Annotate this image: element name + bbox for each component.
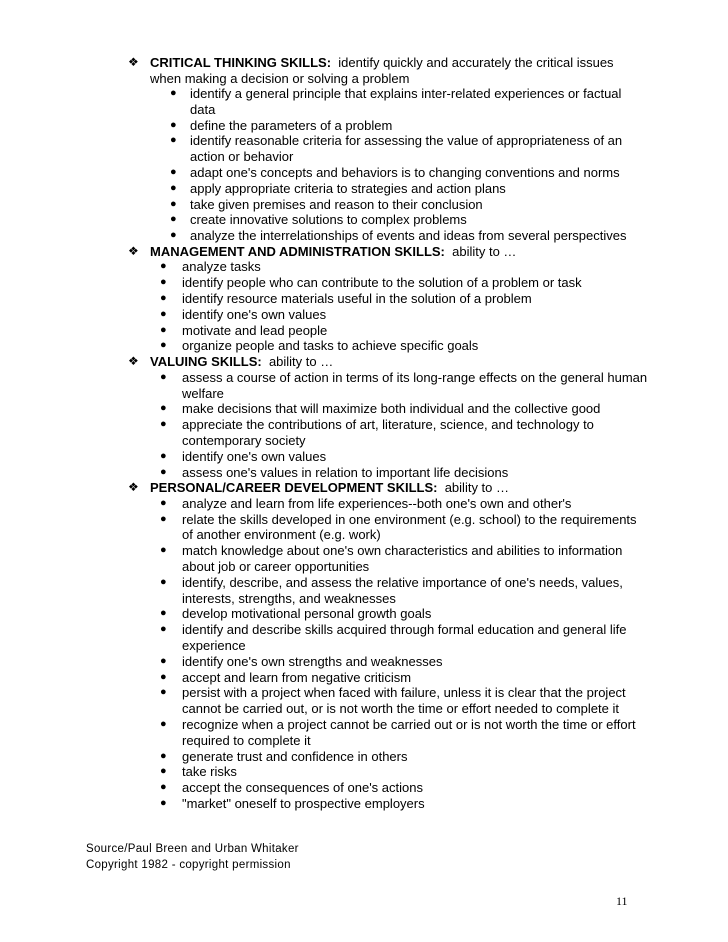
list-item	[150, 764, 648, 780]
list-item	[150, 543, 648, 575]
diamond-bullet-icon: ❖	[128, 55, 139, 69]
list-item-text: take risks	[182, 764, 237, 780]
section-description: ability to …	[444, 480, 510, 496]
list-item-text: identify one's own values	[182, 448, 327, 464]
bullet-icon: ●	[170, 134, 177, 147]
bullet-icon: ●	[160, 512, 167, 525]
bullet-icon: ●	[160, 276, 167, 289]
list-item	[150, 685, 648, 717]
list-item	[150, 133, 648, 165]
bullet-icon: ●	[170, 213, 177, 226]
list-item	[150, 606, 648, 622]
list-item-text: match knowledge about one's own characteristics and abilities to information about job or career opportunities	[182, 543, 623, 575]
bullet-icon: ●	[160, 496, 167, 509]
diamond-bullet-icon: ❖	[128, 480, 139, 495]
management-section	[128, 244, 648, 354]
list-item-text: identify and describe skills acquired through formal education and general life experience	[182, 622, 627, 653]
list-item	[150, 670, 648, 686]
list-item-text: identify reasonable criteria for assessing the value of appropriateness of an action or behavior	[190, 133, 623, 165]
list-item	[150, 370, 648, 402]
personal-career-section	[128, 480, 648, 811]
list-item-text: generate trust and confidence in others	[182, 748, 408, 764]
bullet-icon: ●	[160, 575, 167, 588]
page-number: 11	[616, 894, 628, 908]
section-heading-line	[150, 244, 648, 260]
copyright-line: Copyright 1982 - copyright permission	[86, 859, 291, 871]
list-item	[150, 717, 648, 749]
bullet-icon: ●	[160, 623, 167, 636]
section-heading-line	[150, 354, 648, 370]
list-item	[150, 417, 648, 449]
bullet-icon: ●	[170, 87, 177, 99]
list-item	[150, 654, 648, 670]
bullet-list	[150, 496, 648, 812]
list-item	[150, 291, 648, 307]
list-item-text: relate the skills developed in one environment (e.g. school) to the requirements of another environment (e.g. work)	[182, 511, 637, 543]
section-description: identify quickly and accurately the critical issues when making a decision or solving a problem	[150, 55, 614, 86]
list-item-text: analyze tasks	[182, 259, 261, 275]
list-item-text: appreciate the contributions of art, literature, science, and technology to contemporary society	[182, 417, 594, 448]
bullet-icon: ●	[160, 339, 167, 352]
list-item-text: identify, describe, and assess the relative importance of one's needs, values, interests, strengths, and weaknesses	[182, 574, 623, 606]
list-item-text: accept the consequences of one's actions	[182, 780, 423, 796]
bullet-icon: ●	[160, 796, 167, 809]
bullet-icon: ●	[160, 323, 167, 336]
diamond-bullet-icon: ❖	[128, 354, 139, 369]
list-item	[150, 338, 648, 354]
list-item	[150, 86, 648, 118]
list-item-text: identify one's own values	[182, 306, 327, 322]
list-item-text: apply appropriate criteria to strategies and action plans	[190, 180, 506, 196]
bullet-icon: ●	[160, 749, 167, 762]
bullet-list	[150, 259, 648, 354]
bullet-icon: ●	[160, 781, 167, 794]
list-item	[150, 197, 648, 213]
list-item	[150, 575, 648, 607]
bullet-icon: ●	[160, 418, 167, 431]
list-item	[150, 275, 648, 291]
list-item-text: organize people and tasks to achieve specific goals	[182, 338, 479, 354]
bullet-icon: ●	[160, 670, 167, 683]
bullet-icon: ●	[160, 465, 167, 478]
list-item-text: adapt one's concepts and behaviors is to changing conventions and norms	[190, 164, 620, 180]
list-item-text: identify resource materials useful in the solution of a problem	[182, 291, 532, 307]
bullet-icon: ●	[160, 449, 167, 462]
bullet-list	[150, 86, 648, 244]
skills-list	[128, 55, 648, 812]
bullet-icon: ●	[170, 165, 177, 178]
bullet-icon: ●	[160, 654, 167, 667]
list-item-text: assess one's values in relation to important life decisions	[182, 464, 509, 480]
bullet-icon: ●	[170, 197, 177, 210]
list-item	[150, 165, 648, 181]
list-item-text: define the parameters of a problem	[190, 117, 393, 133]
section-heading: CRITICAL THINKING SKILLS:	[150, 55, 332, 70]
bullet-icon: ●	[160, 260, 167, 273]
list-item-text: assess a course of action in terms of its long-range effects on the general human welfare	[182, 369, 648, 401]
list-item	[150, 118, 648, 134]
list-item-text: identify people who can contribute to the solution of a problem or task	[182, 275, 582, 291]
list-item-text: identify one's own strengths and weaknesses	[182, 653, 443, 669]
source-line: Source/Paul Breen and Urban Whitaker	[86, 843, 299, 855]
diamond-bullet-icon: ❖	[128, 243, 139, 258]
critical-thinking-section	[128, 55, 648, 244]
list-item-text: identify a general principle that explains inter-related experiences or factual data	[190, 86, 622, 117]
section-heading-line	[150, 55, 648, 86]
list-item	[150, 323, 648, 339]
bullet-icon: ●	[160, 765, 167, 778]
list-item-text: recognize when a project cannot be carried out or is not worth the time or effort required to complete it	[182, 716, 636, 748]
list-item	[150, 181, 648, 197]
list-item	[150, 307, 648, 323]
list-item-text: create innovative solutions to complex problems	[190, 212, 467, 228]
bullet-icon: ●	[170, 181, 177, 194]
bullet-icon: ●	[160, 544, 167, 557]
bullet-icon: ●	[160, 292, 167, 305]
section-heading: VALUING SKILLS:	[150, 354, 262, 370]
bullet-icon: ●	[170, 229, 177, 242]
list-item	[150, 496, 648, 512]
bullet-icon: ●	[160, 307, 167, 320]
source-citation	[86, 841, 299, 873]
list-item	[150, 212, 648, 228]
list-item-text: "market" oneself to prospective employers	[182, 795, 425, 811]
list-item	[150, 228, 648, 244]
bullet-icon: ●	[160, 686, 167, 699]
valuing-section	[128, 354, 648, 480]
bullet-icon: ●	[160, 607, 167, 620]
bullet-list	[150, 370, 648, 481]
list-item	[150, 465, 648, 481]
list-item	[150, 622, 648, 654]
list-item-text: accept and learn from negative criticism	[182, 669, 412, 685]
list-item	[150, 512, 648, 544]
section-description: ability to …	[452, 243, 517, 259]
section-description: ability to …	[268, 354, 334, 370]
list-item	[150, 780, 648, 796]
list-item-text: take given premises and reason to their conclusion	[190, 196, 483, 212]
section-heading-line	[150, 480, 648, 496]
bullet-icon: ●	[160, 370, 167, 383]
list-item-text: motivate and lead people	[182, 322, 328, 338]
bullet-icon: ●	[160, 717, 167, 730]
list-item-text: persist with a project when faced with failure, unless it is clear that the project cannot be carried out, or is not worth the time or effort needed to complete it	[182, 685, 626, 717]
list-item	[150, 796, 648, 812]
list-item	[150, 401, 648, 417]
list-item-text: analyze the interrelationships of events and ideas from several perspectives	[190, 228, 627, 244]
list-item	[150, 259, 648, 275]
section-heading: PERSONAL/CAREER DEVELOPMENT SKILLS:	[150, 480, 438, 496]
bullet-icon: ●	[170, 118, 177, 131]
list-item	[150, 749, 648, 765]
bullet-icon: ●	[160, 402, 167, 415]
list-item-text: analyze and learn from life experiences--both one's own and other's	[182, 495, 572, 511]
list-item	[150, 449, 648, 465]
section-heading: MANAGEMENT AND ADMINISTRATION SKILLS:	[150, 243, 445, 259]
list-item-text: develop motivational personal growth goals	[182, 606, 432, 622]
list-item-text: make decisions that will maximize both individual and the collective good	[182, 401, 601, 417]
